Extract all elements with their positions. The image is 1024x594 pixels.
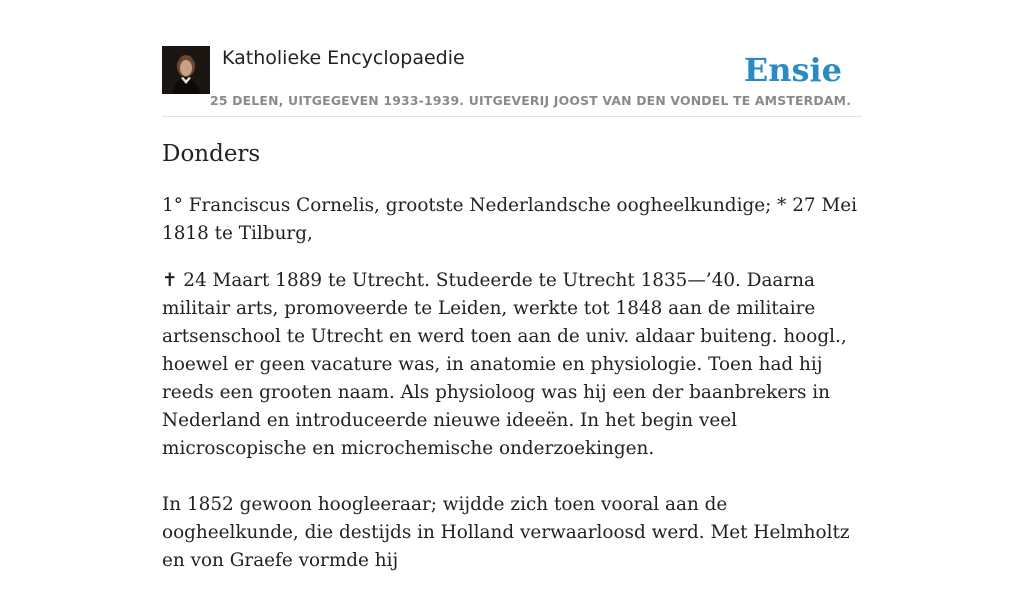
brand-logo-link[interactable]: Ensie <box>743 51 842 89</box>
article-paragraph: In 1852 gewoon hoogleeraar; wijdde zich toen vooral aan de oogheelkunde, die destijds in Holland verwaarloosd werd. Met Helmholtz en von Graefe vormde hij <box>162 494 850 571</box>
portrait-avatar-icon[interactable] <box>162 46 210 94</box>
article-paragraph: ✝ 24 Maart 1889 te Utrecht. Studeerde te Utrecht 1835—’40. Daarna militair arts, promoveerde te Leiden, werkte tot 1848 aan de militaire artsenschool te Utrecht en werd toen aan de univ. aldaar buiteng. hoogl., hoewel er geen vacature was, in anatomie en physiologie. Toen had hij reeds een grooten naam. Als physioloog was hij een der baanbrekers in Nederland en introduceerde nieuwe ideeën. In het begin veel microscopische en microchemische onderzoekingen. <box>162 270 847 459</box>
site-header <box>162 46 862 117</box>
article-paragraph: 1° Franciscus Cornelis, grootste Nederlandsche oogheelkundige; * 27 Mei 1818 te Tilburg, <box>162 195 858 244</box>
site-subtitle: 25 DELEN, UITGEGEVEN 1933-1939. UITGEVERIJ JOOST VAN DEN VONDEL TE AMSTERDAM. <box>210 93 852 108</box>
article <box>162 138 862 594</box>
page-title: Donders <box>162 141 261 167</box>
site-title[interactable]: Katholieke Encyclopaedie <box>222 47 465 69</box>
